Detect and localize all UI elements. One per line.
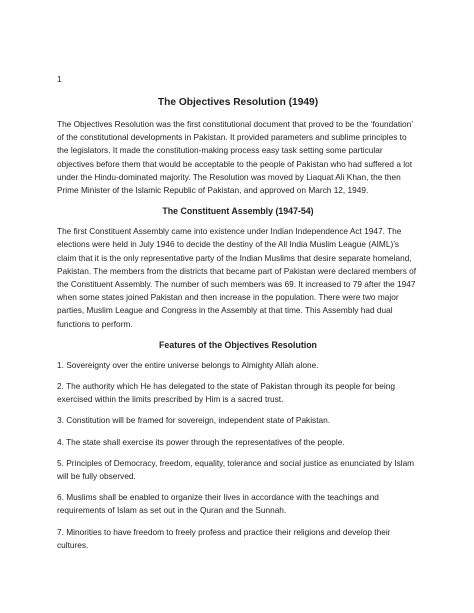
feature-item-3: 3. Constitution will be framed for sovereign, independent state of Pakistan. (57, 415, 331, 426)
constituent-assembly-paragraph: The first Constituent Assembly came into existence under Indian Independence Act 1947. The elections were held in July 1946 to decide the destiny of the All India Muslim League (AIML)’s claim that it is the only representative party of the Indian Muslims that desire separate homeland, Pakistan. The members from the districts that became part of Pakistan were declared members of the Constituent Assembly. The number of such members was 69. It increased to 79 after the 1947 when some states joined Pakistan and then increase in the population. There were two major parties, Muslim League and Congress in the Assembly at that time. This Assembly had dual functions to perform. (57, 226, 417, 329)
feature-item-7: 7. Minorities to have freedom to freely profess and practice their religions and develop their cultures. (57, 526, 391, 550)
document-content (57, 73, 419, 560)
feature-item-5: 5. Principles of Democracy, freedom, equality, tolerance and social justice as enunciated by Islam will be fully observed. (57, 457, 415, 482)
features-list (57, 359, 419, 552)
feature-item-2: 2. The authority which He has delegated to the state of Pakistan through its people for being exercised within the limits prescribed by Him is a sacred trust. (57, 381, 395, 405)
features-heading: Features of the Objectives Resolution (159, 339, 317, 350)
feature-item-1: 1. Sovereignty over the entire universe belongs to Almighty Allah alone. (57, 359, 319, 370)
feature-item-6: 6. Muslims shall be enabled to organize their lives in accordance with the teachings and requirements of Islam as set out in the Quran and the Sunnah. (57, 492, 379, 516)
page-title: The Objectives Resolution (1949) (157, 97, 319, 108)
intro-paragraph: The Objectives Resolution was the first constitutional document that proved to be the ‘foundation’ of the constitutional developments in Pakistan. It provided parameters and sublime principles to the legislators. It made the constitution-making process easy task setting some particular objectives before them that would be acceptable to the people of Pakistan who had suffered a lot under the Hindu-dominated majority. The Resolution was moved by Liaquat Ali Khan, the then Prime Minister of the Islamic Republic of Pakistan, and approved on March 12, 1949. (57, 119, 413, 196)
constituent-assembly-heading: The Constituent Assembly (1947-54) (162, 206, 314, 217)
page-number: 1 (57, 74, 62, 84)
feature-item-4: 4. The state shall exercise its power through the representatives of the people. (57, 436, 345, 447)
